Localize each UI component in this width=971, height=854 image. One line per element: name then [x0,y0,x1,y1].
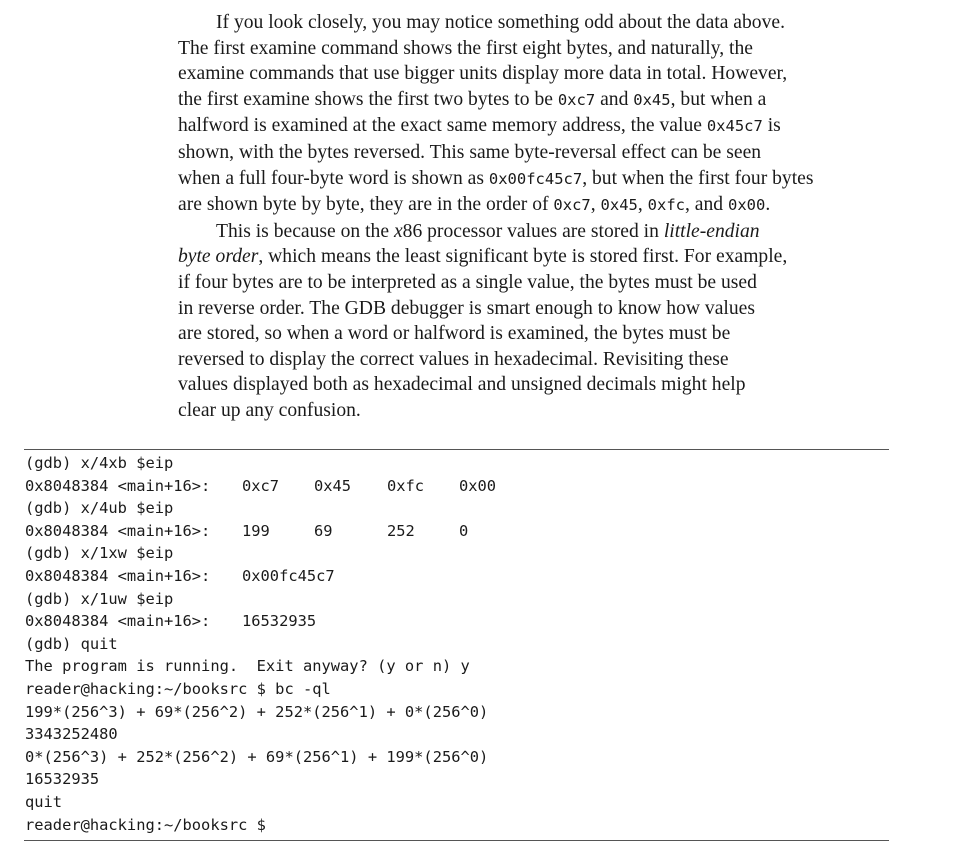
text-run: , [590,194,601,216]
listing-value: 0x00 [459,476,497,495]
body-text [178,10,890,424]
listing-line [25,452,885,475]
listing-line-text: 199*(256^3) + 69*(256^2) + 252*(256^1) + 0*(256^0) [25,702,489,721]
listing-line-text: quit [25,792,63,811]
listing-line-text: (gdb) x/1xw $eip [25,544,174,563]
italic-term: byte order [178,246,259,268]
listing-line [25,588,885,611]
paragraph-little-endian-explanation [178,219,890,424]
text-run: in reverse order. The GDB debugger is smart enough to know how values [178,297,755,319]
listing-line [25,610,885,633]
listing-line [25,768,885,791]
text-run: the first examine shows the first two bytes to be [178,88,558,110]
listing-line-text: 16532935 [25,770,100,789]
listing-line-text: reader@hacking:~/booksrc $ bc -ql [25,679,331,698]
listing-line [25,542,885,565]
listing-line-text: (gdb) x/4xb $eip [25,454,174,472]
listing-line [25,723,885,746]
inline-code: 0x45c7 [706,117,763,136]
text-run: . [765,194,771,216]
listing-line [25,633,885,656]
listing-line-text: 0x8048384 <main+16>: [25,521,211,540]
listing-line [25,791,885,814]
text-run: If you look closely, you may notice something odd about the data above. [216,12,785,33]
listing-value: 252 [387,521,415,540]
text-run: are shown byte by byte, they are in the order of [178,194,554,216]
text-line [178,219,890,245]
inline-code: 0x00fc45c7 [488,169,583,188]
text-line [178,398,890,424]
text-line [178,113,890,140]
text-line [178,296,890,322]
text-line [178,166,890,193]
listing-value: 16532935 [242,612,317,631]
text-run: if four bytes are to be interpreted as a single value, the bytes must be used [178,271,757,293]
listing-top-rule [24,449,889,450]
text-line [178,270,890,296]
text-line [178,321,890,347]
listing-value: 0xc7 [242,476,280,495]
listing-line-text: 0*(256^3) + 252*(256^2) + 69*(256^1) + 199*(256^0) [25,747,489,766]
listing-line [25,497,885,520]
text-run: , but when a [670,88,767,110]
text-line [178,140,890,166]
text-run: , which means the least significant byte is stored first. For example, [258,246,788,268]
text-run: and [595,88,634,110]
paragraph-byte-order-observation [178,10,890,219]
text-run: 86 processor values are stored in [402,220,664,242]
inline-code: 0xc7 [557,90,596,109]
listing-value: 0x45 [314,476,352,495]
text-run: The first examine command shows the first eight bytes, and naturally, the [178,37,753,59]
text-line [178,244,890,270]
text-line [178,36,890,62]
listing-line [25,814,885,837]
inline-code: 0x45 [600,196,638,215]
text-run: when a full four-byte word is shown as [178,167,489,189]
listing-line-text: 3343252480 [25,725,118,744]
listing-line [25,678,885,701]
listing-value: 199 [242,521,270,540]
text-run: , but when the first four bytes [582,167,814,189]
inline-code: 0x00 [728,196,766,215]
listing-line [25,746,885,769]
listing-line-text: The program is running. Exit anyway? (y or n) y [25,657,470,676]
listing-line-text: 0x8048384 <main+16>: [25,476,211,495]
inline-code: 0xfc [647,196,685,215]
text-line [178,10,890,36]
listing-line-text: reader@hacking:~/booksrc $ [25,815,266,834]
text-run: is [762,115,781,137]
listing-line-text: (gdb) x/4ub $eip [25,499,174,518]
listing-line-text: (gdb) quit [25,634,118,653]
text-run: halfword is examined at the exact same memory address, the value [178,115,707,137]
text-line [178,347,890,373]
listing-line [25,565,885,588]
text-run: values displayed both as hexadecimal and unsigned decimals might help [178,374,746,396]
text-run: , [637,194,648,216]
listing-value: 0x00fc45c7 [242,566,335,585]
text-line [178,192,890,219]
gdb-terminal-listing [25,452,885,836]
listing-value: 0 [459,521,469,540]
italic-term: little-endian [663,220,760,242]
text-run: shown, with the bytes reversed. This same byte-reversal effect can be seen [178,141,762,163]
text-run: , and [685,194,728,216]
listing-line-text: 0x8048384 <main+16>: [25,612,211,631]
text-run: are stored, so when a word or halfword is examined, the bytes must be [178,323,731,345]
listing-line [25,701,885,724]
text-run: reversed to display the correct values in hexadecimal. Revisiting these [178,348,729,370]
text-run: clear up any confusion. [178,399,361,421]
listing-bottom-rule [24,840,889,841]
listing-line [25,520,885,543]
italic-term: x [393,220,403,242]
text-run: examine commands that use bigger units display more data in total. However, [178,63,788,85]
text-line [178,87,890,114]
listing-line-text: (gdb) x/1uw $eip [25,589,174,608]
listing-line-text: 0x8048384 <main+16>: [25,566,211,585]
text-run: This is because on the [216,220,394,242]
listing-value: 0xfc [387,476,425,495]
inline-code: 0x45 [633,90,671,109]
listing-line [25,655,885,678]
inline-code: 0xc7 [553,196,591,215]
listing-value: 69 [314,521,333,540]
text-line [178,61,890,87]
listing-line [25,475,885,498]
text-line [178,372,890,398]
